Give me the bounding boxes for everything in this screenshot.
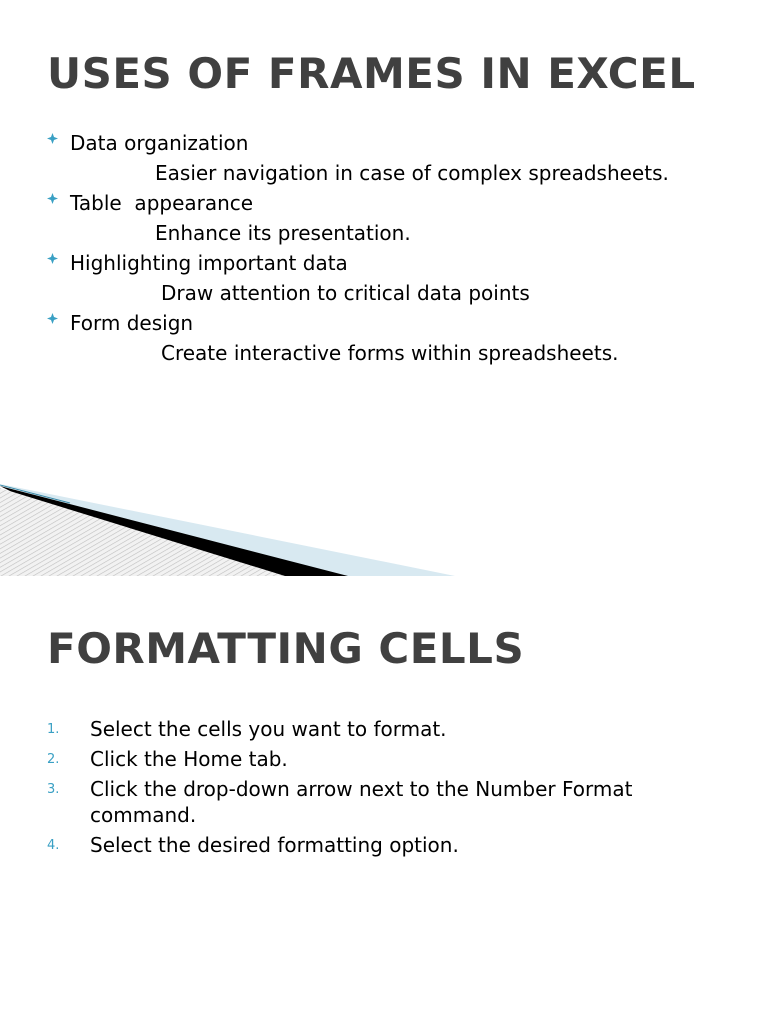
bullet-detail-text: Easier navigation in case of complex spreadsheets.	[155, 161, 669, 185]
bullet-item	[0, 248, 768, 278]
bullet-label: Form design	[70, 311, 194, 335]
step-text: Select the cells you want to format.	[90, 717, 447, 741]
numbered-step-list	[0, 716, 768, 862]
step-text: Click the Home tab.	[90, 747, 288, 771]
diamond-bullet-icon	[47, 248, 59, 278]
bullet-detail-text: Enhance its presentation.	[155, 221, 411, 245]
decorative-wedge	[0, 470, 768, 576]
step-number: 1.	[47, 722, 60, 737]
bullet-item	[0, 188, 768, 218]
bullet-label: Highlighting important data	[70, 251, 348, 275]
step-item	[0, 716, 768, 742]
step-text: Click the drop-down arrow next to the Number Format command.	[90, 777, 633, 827]
step-number: 3.	[47, 782, 60, 797]
step-item	[0, 746, 768, 772]
slide-formatting-cells	[0, 576, 768, 1024]
bullet-detail	[0, 338, 768, 368]
bullet-item	[0, 128, 768, 158]
slide-title: FORMATTING CELLS	[47, 624, 525, 673]
bullet-detail	[0, 158, 768, 188]
step-item	[0, 776, 768, 828]
bullet-detail	[0, 218, 768, 248]
bullet-detail-text: Create interactive forms within spreadsheets.	[161, 341, 619, 365]
diamond-bullet-icon	[47, 308, 59, 338]
bullet-detail	[0, 278, 768, 308]
step-number: 4.	[47, 838, 60, 853]
step-item	[0, 832, 768, 858]
diamond-bullet-icon	[47, 188, 59, 218]
diamond-bullet-icon	[47, 128, 59, 158]
bullet-detail-text: Draw attention to critical data points	[161, 281, 530, 305]
bullet-label: Data organization	[70, 131, 249, 155]
bullet-item	[0, 308, 768, 338]
slide-title: USES OF FRAMES IN EXCEL	[47, 49, 696, 98]
bullet-list	[0, 128, 768, 368]
step-number: 2.	[47, 752, 60, 767]
step-text: Select the desired formatting option.	[90, 833, 459, 857]
bullet-label: Table appearance	[70, 191, 254, 215]
